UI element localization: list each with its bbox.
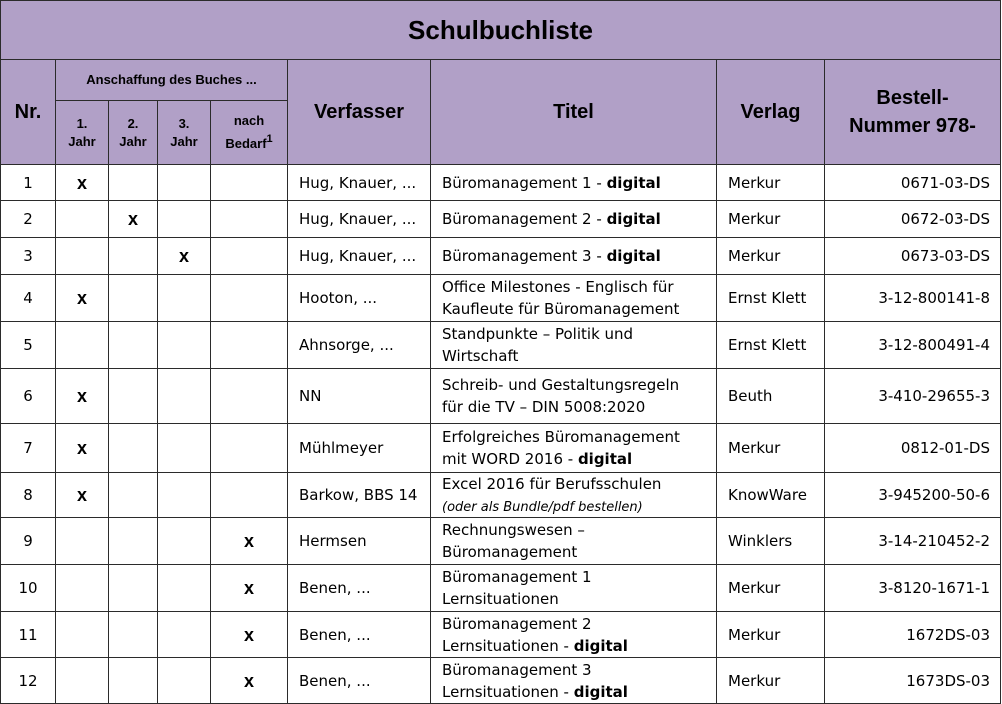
mark-jahr-1: x [56,165,109,201]
mark-jahr-2 [109,518,158,565]
mark-nach-bedarf [211,201,288,238]
cell-verfasser: Hug, Knauer, ... [288,201,431,238]
titel-note: (oder als Bundle/pdf bestellen) [442,500,643,515]
cell-verfasser: Benen, ... [288,565,431,612]
cell-verlag: Merkur [717,165,825,201]
cell-titel [431,612,717,658]
cell-nr: 7 [1,424,56,473]
table-row [1,238,1001,275]
cell-verlag: Merkur [717,612,825,658]
titel-segment: Wirtschaft [442,347,519,365]
table-row [1,612,1001,658]
mark-nach-bedarf [211,369,288,424]
table-row [1,424,1001,473]
titel-segment: Lernsituationen - [442,682,574,701]
cell-titel [431,201,717,238]
mark-jahr-3 [158,612,211,658]
mark-jahr-1 [56,322,109,369]
cell-titel [431,424,717,473]
cell-nr: 11 [1,612,56,658]
titel-segment: mit WORD 2016 - [442,450,578,468]
cell-bestellnummer: 3-14-210452-2 [825,518,1001,565]
cell-verfasser: Ahnsorge, ... [288,322,431,369]
mark-jahr-2 [109,322,158,369]
mark-nach-bedarf: x [211,518,288,565]
cell-titel [431,565,717,612]
mark-jahr-3 [158,473,211,518]
header-bedarf-line1: nach [233,113,265,128]
cell-nr: 3 [1,238,56,275]
cell-titel [431,369,717,424]
mark-jahr-3 [158,424,211,473]
cell-verlag: Merkur [717,424,825,473]
header-verfasser: Verfasser [288,60,431,165]
titel-bold-segment: digital [606,173,661,192]
header-jahr-3 [158,101,211,165]
table-row [1,565,1001,612]
cell-nr: 9 [1,518,56,565]
header-jahr-3-word: Jahr [170,133,198,149]
titel-segment: Erfolgreiches Büromanagement [442,428,680,446]
header-jahr-3-num: 3. [178,115,190,131]
cell-bestellnummer: 1673DS-03 [825,658,1001,704]
header-titel: Titel [431,60,717,165]
cell-nr: 4 [1,275,56,322]
table-row [1,165,1001,201]
table-row [1,473,1001,518]
header-jahr-2-num: 2. [127,115,139,131]
mark-jahr-2 [109,165,158,201]
table-row [1,658,1001,704]
cell-verfasser: Mühlmeyer [288,424,431,473]
titel-segment: Office Milestones - Englisch für [442,278,674,296]
cell-titel [431,238,717,275]
mark-jahr-1: x [56,473,109,518]
cell-verlag: Ernst Klett [717,322,825,369]
mark-jahr-3 [158,165,211,201]
cell-bestellnummer: 1672DS-03 [825,612,1001,658]
mark-nach-bedarf [211,473,288,518]
mark-jahr-2 [109,369,158,424]
mark-nach-bedarf [211,322,288,369]
cell-verfasser: Hug, Knauer, ... [288,238,431,275]
table-row [1,322,1001,369]
cell-verlag: KnowWare [717,473,825,518]
mark-jahr-2 [109,565,158,612]
mark-jahr-1 [56,518,109,565]
cell-titel [431,473,717,518]
cell-verfasser: Benen, ... [288,612,431,658]
cell-verlag: Merkur [717,201,825,238]
mark-nach-bedarf: x [211,565,288,612]
table-row [1,275,1001,322]
cell-bestellnummer: 0812-01-DS [825,424,1001,473]
titel-bold-segment: digital [577,450,633,468]
cell-verlag: Merkur [717,658,825,704]
cell-verlag: Winklers [717,518,825,565]
titel-segment: Excel 2016 für Berufsschulen [442,475,662,493]
cell-titel [431,165,717,201]
mark-jahr-3 [158,201,211,238]
cell-bestellnummer: 3-410-29655-3 [825,369,1001,424]
titel-segment: für die TV – DIN 5008:2020 [442,398,646,416]
header-jahr-1-word: Jahr [68,133,96,149]
mark-nach-bedarf: x [211,658,288,704]
cell-titel [431,518,717,565]
cell-bestellnummer: 0672-03-DS [825,201,1001,238]
mark-jahr-2: x [109,201,158,238]
cell-nr: 12 [1,658,56,704]
mark-jahr-2 [109,658,158,704]
cell-nr: 1 [1,165,56,201]
cell-verlag: Beuth [717,369,825,424]
page-title: Schulbuchliste [1,1,1001,60]
cell-verfasser: Hermsen [288,518,431,565]
mark-jahr-3: x [158,238,211,275]
cell-bestellnummer: 3-945200-50-6 [825,473,1001,518]
titel-segment: Büromanagement 2 - [442,210,607,228]
header-anschaffung: Anschaffung des Buches ... [56,60,288,101]
titel-segment: Lernsituationen - [442,636,574,655]
titel-segment: Büromanagement 2 [442,614,592,633]
titel-bold-segment: digital [573,682,628,701]
mark-jahr-1 [56,201,109,238]
mark-jahr-3 [158,369,211,424]
mark-jahr-1: x [56,275,109,322]
table-row [1,369,1001,424]
cell-verfasser: Hooton, ... [288,275,431,322]
titel-segment: Schreib- und Gestaltungsregeln [442,376,680,394]
table-body [1,165,1001,704]
cell-titel [431,658,717,704]
mark-jahr-2 [109,238,158,275]
cell-bestellnummer: 3-8120-1671-1 [825,565,1001,612]
header-bedarf-line2 [211,130,287,153]
cell-bestellnummer: 3-12-800491-4 [825,322,1001,369]
mark-jahr-3 [158,658,211,704]
cell-verfasser: Benen, ... [288,658,431,704]
mark-jahr-1: x [56,369,109,424]
titel-segment: Büromanagement 1 [442,568,592,586]
mark-jahr-1 [56,658,109,704]
mark-jahr-2 [109,424,158,473]
cell-verfasser: NN [288,369,431,424]
titel-segment: Kaufleute für Büromanagement [442,300,680,318]
titel-segment: Büromanagement 1 - [442,173,607,192]
cell-nr: 2 [1,201,56,238]
cell-bestellnummer: 0673-03-DS [825,238,1001,275]
titel-bold-segment: digital [573,636,628,655]
titel-bold-segment: digital [606,247,661,265]
mark-nach-bedarf [211,238,288,275]
mark-jahr-3 [158,518,211,565]
cell-verlag: Ernst Klett [717,275,825,322]
header-jahr-2 [109,101,158,165]
cell-verlag: Merkur [717,238,825,275]
header-nach-bedarf [211,101,288,165]
cell-bestellnummer: 0671-03-DS [825,165,1001,201]
header-jahr-2-word: Jahr [119,133,147,149]
mark-nach-bedarf [211,424,288,473]
header-bestell-line1: Bestell- [876,87,949,109]
header-bestellnummer [825,60,1001,165]
titel-segment: Büromanagement [442,543,578,561]
header-jahr-1 [56,101,109,165]
titel-segment: Rechnungswesen – [442,521,585,539]
header-verlag: Verlag [717,60,825,165]
mark-jahr-1 [56,238,109,275]
cell-verlag: Merkur [717,565,825,612]
titel-bold-segment: digital [606,210,661,228]
titel-segment: Standpunkte – Politik und [442,325,634,343]
cell-titel [431,322,717,369]
cell-verfasser: Barkow, BBS 14 [288,473,431,518]
mark-jahr-3 [158,275,211,322]
titel-segment: Büromanagement 3 [442,660,592,679]
titel-segment: Büromanagement 3 - [442,247,607,265]
mark-jahr-2 [109,473,158,518]
mark-nach-bedarf [211,275,288,322]
titel-segment: Lernsituationen [442,590,559,608]
cell-nr: 10 [1,565,56,612]
mark-jahr-2 [109,275,158,322]
mark-nach-bedarf [211,165,288,201]
table-row [1,201,1001,238]
cell-nr: 5 [1,322,56,369]
mark-jahr-1 [56,565,109,612]
mark-jahr-3 [158,322,211,369]
mark-jahr-2 [109,612,158,658]
header-nr: Nr. [1,60,56,165]
cell-titel [431,275,717,322]
cell-verfasser: Hug, Knauer, ... [288,165,431,201]
mark-jahr-1 [56,612,109,658]
cell-nr: 8 [1,473,56,518]
header-jahr-1-num: 1. [76,115,88,131]
header-bedarf-word: Bedarf [225,136,267,151]
mark-jahr-1: x [56,424,109,473]
cell-bestellnummer: 3-12-800141-8 [825,275,1001,322]
mark-jahr-3 [158,565,211,612]
footnote-marker: 1 [266,133,273,145]
cell-nr: 6 [1,369,56,424]
header-bestell-line2: Nummer 978- [849,115,976,137]
table-row [1,518,1001,565]
mark-nach-bedarf: x [211,612,288,658]
